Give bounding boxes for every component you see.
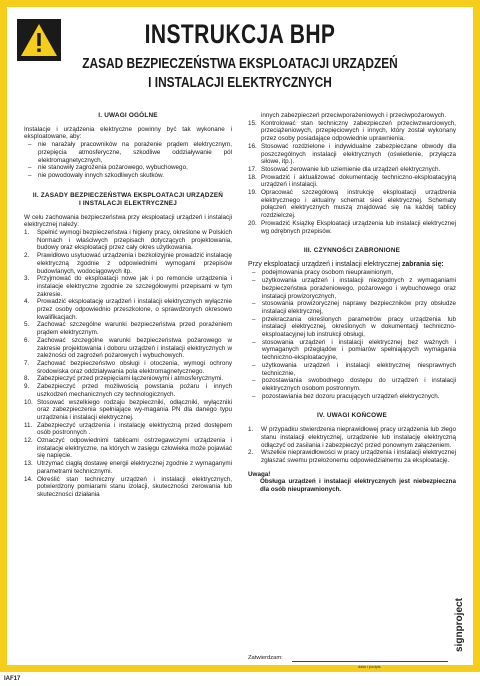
- note-label: Uwaga!: [248, 470, 271, 478]
- list-item: 1. Spełnić wymogi bezpieczeństwa i higieny pracy, określone w Polskich Normach i właściwych przepisach dotyczących projektowania, budowy oraz eksploatacji przez cały okres użytkowania.: [24, 229, 232, 252]
- list-item: 10. Stosować wszelkiego rodzaju bezpieczniki, odłączniki, wyłączniki oraz zabezpieczenia spełniające wy-magania PN dla danego typu urządzenia i instalacji elektrycznej.: [24, 398, 232, 421]
- rules-list-continued: [248, 112, 456, 235]
- list-item: – stosowania urządzeń i instalacji elektrycznej bez ważnych i wymaganych przeglądów i pomiarów spełniających wymagania techniczno-eksploatacyjne,: [248, 339, 456, 362]
- section-title-rules: [24, 192, 232, 208]
- list-item: – użytkowania urządzeń i instalacji niezgodnych z wymaganiami bezpieczeństwa porażeniowego, pożarowego i wybuchowego oraz instalacji prowizorycznych,: [248, 277, 456, 300]
- list-item: 15. Kontrolować stan techniczny zabezpieczeń przeciwzwarciowych, przeciążeniowych, przepięciowych i innych, który został wykonany przez osoby posiadające odpowiednie uprawnienia.: [248, 119, 456, 143]
- list-item: 3. Przyjmować do eksploatacji nowe jak i po remoncie urządzenia i instalacje elektryczne zgodnie ze szczegółowymi przepisami w tym zakresie.: [24, 275, 232, 298]
- list-item: 20. Prowadzić Książkę Eksploatacji urządzenia lub instalacji elektrycznej wg odrębnych przepisów.: [248, 219, 456, 235]
- list-item: 2. Wszelkie nieprawidłowości w pracy urządzenia i instalacji elektrycznej zgłaszać swemu przełożonemu odpowiedzialnemu za eksploatację.: [248, 449, 456, 464]
- list-item: 2. Prawidłowo usytuować urządzenia i bezkolizyjnie prowadzić instalację elektryczną zgodnie z odpowiednimi wymogami przepisów budowlanych, wodociągowych itp.: [24, 252, 232, 275]
- section-intro: Przy eksploatacji urządzeń i instalacji elektrycznej zabrania się:: [248, 260, 444, 268]
- section-intro: Instalacje i urządzenia elektryczne powinny być tak wykonane i eksploatowane, aby:: [24, 125, 232, 141]
- approval-label: Zatwierdzam:: [248, 655, 283, 661]
- note-text: Obsługa urządzeń i instalacji elektrycznych jest niebezpieczna dla osób nieuprawnionych.: [260, 478, 456, 494]
- list-item: 18. Prowadzić i aktualizować dokumentację techniczno-eksploatacyjną urządzeń i instalacji.: [248, 173, 456, 189]
- approval-signature: [248, 655, 456, 669]
- list-item: – użytkowania urządzeń i instalacji elektrycznej niesprawnych technicznie,: [248, 362, 456, 377]
- section-title-general: I. UWAGI OGÓLNE: [98, 112, 158, 119]
- list-item: – pozostawiania bez dozoru pracujących urządzeń elektrycznych.: [248, 393, 456, 401]
- section-title-line: II. ZASADY BEZPIECZEŃSTWA EKSPLOATACJI URZĄDZEŃ: [32, 191, 224, 199]
- list-item: 14. Określić stan techniczny urządzeń i instalacji elektrycznych, potwierdzony pomiarami stanu izolacji, skuteczności zerowania lub skuteczności działania: [24, 475, 232, 498]
- list-item: – nie powodowały innych szkodliwych skutków.: [24, 172, 232, 180]
- list-item: 19. Opracować szczegółową instrukcję eksploatacji urządzenia elektrycznego i aktualny schemat sieci elektrycznej. Schematy połączeń elektrycznych muszą znajdować się na każdej tablicy rozdzielczej.: [248, 189, 456, 220]
- list-item: 6. Zachować szczególne warunki bezpieczeństwa pożarowego w zakresie projektowania i doboru urządzeń i instalacji elektrycznych w zależności od zagrożeń pożarowych i wybuchowych.: [24, 336, 232, 360]
- list-item: 12. Oznaczyć odpowiednimi tablicami ostrzegawczymi urządzenia i instalacje elektryczne, na których w zasięgu człowieka może pojawiać się napięcie.: [24, 437, 232, 460]
- forbidden-list: [248, 269, 456, 400]
- list-item: 1. W przypadku stwierdzenia nieprawidłowej pracy urządzenia lub złego stanu instalacji elektrycznej, urządzenie lub instalację elektryczną odłączyć od zasilania i zabezpieczyć przed ponownym załączeniem.: [248, 426, 456, 449]
- section-title-line: I INSTALACJI ELEKTRYCZNEJ: [78, 199, 178, 207]
- general-list: [24, 141, 232, 180]
- section-intro: W celu zachowania bezpieczeństwa przy eksploatacji urządzeń i instalacji elektrycznej należy:: [24, 213, 232, 229]
- list-item: 7. Zachować bezpieczeństwo obsługi i otoczenia, wymogi ochrony środowiska oraz oddziaływania pola elektromagnetycznego.: [24, 359, 232, 375]
- section-title-forbidden: III. CZYNNOŚCI ZABRONIONE: [303, 247, 401, 255]
- right-column: [248, 112, 456, 494]
- list-item: 4. Prowadzić eksploatację urządzeń i instalacji elektrycznych wyłącznie przez osoby odpowiednio przeszkolone, o sprawdzonych okresowo kwalifikacjach.: [24, 298, 232, 321]
- product-code: IAF17: [4, 676, 21, 682]
- list-item: innych zabezpieczeń przeciwporażeniowych i przeciwpożarowych.: [261, 112, 447, 119]
- list-item: 16. Stosować rozdzielone i indywidualne zabezpieczane obwody dla poszczególnych instalacji elektrycznych (oświetlenie, przyłącza siłowe, itp.).: [248, 142, 456, 166]
- signature-caption: data i podpis: [358, 664, 381, 669]
- list-item: – nie narażały pracowników na porażenie prądem elektrycznym, przepięcia atmosferyczne, szkodliwe oddziaływanie pól elektromagnetycznych,: [24, 141, 232, 164]
- list-item: – pozostawiania swobodnego dostępu do urządzeń i instalacji elektrycznych osobom postronnym.: [248, 377, 456, 392]
- list-item: – przekraczania określonych parametrów pracy urządzenia lub instalacji elektrycznej, określonych w dokumentacji techniczno-eksploatacyjnej lub instrukcji obsługi,: [248, 316, 456, 339]
- final-list: [248, 426, 456, 465]
- page-subtitle: [49, 55, 431, 93]
- list-item: 11. Zabezpieczyć urządzenia i instalację elektryczną przed dostępem osób postronnych .: [24, 421, 232, 437]
- list-item: 8. Zabezpieczyć przed przepięciami łączeniowymi i atmosferycznymi.: [24, 375, 224, 383]
- subtitle-line-1: ZASAD BEZPIECZEŃSTWA EKSPLOATACJI URZĄDZEŃ: [82, 56, 398, 72]
- list-item: 9. Zabezpieczyć przed możliwością powstania pożaru i innych uszkodzeń mechanicznych czy technologicznych.: [24, 383, 232, 398]
- list-item: – stosowania prowizorycznej naprawy bezpieczników przy obsłudze instalacji elektrycznej,: [248, 300, 456, 315]
- list-item: 13. Utrzymać ciągłą dostawę energii elektrycznej zgodnie z wymaganymi parametrami technicznymi.: [24, 460, 232, 475]
- left-column: [24, 106, 232, 499]
- page-title: INSTRUKCJA BHP: [144, 19, 336, 49]
- brand-text: signproject: [454, 598, 465, 652]
- subtitle-line-2: I INSTALACJI ELEKTRYCZNYCH: [148, 75, 332, 91]
- list-item: 17. Stosować zerowanie lub uziemienie dla urządzeń elektrycznych.: [248, 165, 441, 173]
- signature-line: [292, 661, 448, 662]
- brand-logo: [454, 586, 466, 652]
- rules-list: [24, 229, 232, 499]
- list-item: – podejmowania pracy osobom nieuprawnionym,: [248, 269, 456, 277]
- section-title-final: IV. UWAGI KOŃCOWE: [317, 412, 387, 420]
- list-item: – nie stanowiły zagrożenia pożarowego, wybuchowego,: [24, 164, 232, 172]
- header: [7, 7, 473, 91]
- list-item: 5. Zachować szczególne warunki bezpieczeństwa przed porażeniem prądem elektrycznym.: [24, 321, 232, 337]
